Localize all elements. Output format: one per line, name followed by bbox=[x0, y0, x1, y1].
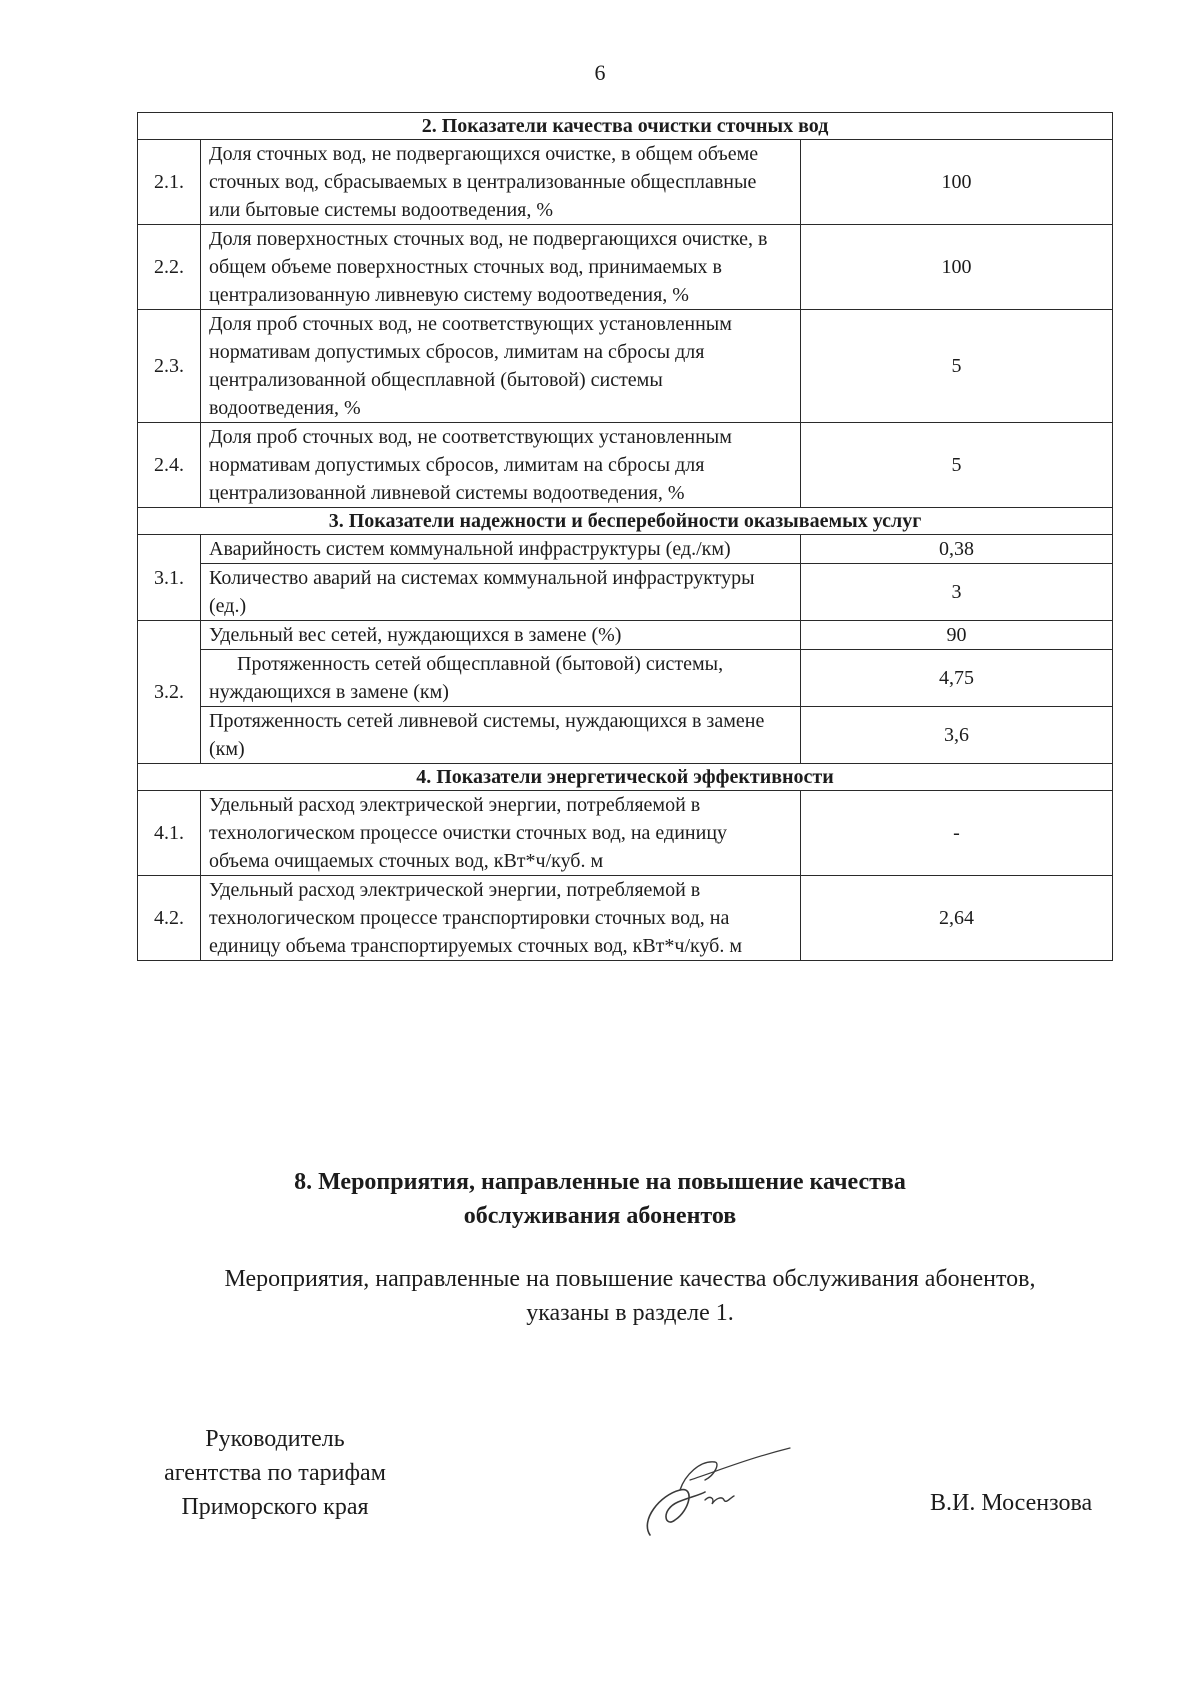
row-number: 4.2. bbox=[138, 876, 201, 961]
section-header-row bbox=[138, 508, 1113, 535]
handwritten-signature bbox=[620, 1440, 800, 1550]
table-row bbox=[138, 621, 1113, 650]
table-row bbox=[138, 310, 1113, 423]
indicator-value: 2,64 bbox=[801, 876, 1113, 961]
indicator-value: 3,6 bbox=[801, 707, 1113, 764]
section-2-title: 2. Показатели качества очистки сточных вод bbox=[138, 113, 1113, 140]
section-header-row bbox=[138, 113, 1113, 140]
row-number: 3.2. bbox=[138, 621, 201, 764]
section-8-heading bbox=[0, 1165, 1200, 1233]
section-8-text-line: Мероприятия, направленные на повышение качества обслуживания абонентов, bbox=[224, 1266, 1036, 1292]
section-8-heading-line: обслуживания абонентов bbox=[463, 1203, 737, 1229]
indicator-value: 5 bbox=[801, 423, 1113, 508]
indicator-value: 5 bbox=[801, 310, 1113, 423]
table-row bbox=[138, 423, 1113, 508]
signatory-name: В.И. Мосензова bbox=[930, 1490, 1093, 1516]
table-row bbox=[138, 225, 1113, 310]
signatory-role-line: агентства по тарифам bbox=[164, 1460, 386, 1486]
row-number: 2.3. bbox=[138, 310, 201, 423]
table-row bbox=[138, 535, 1113, 564]
signatory-role-line: Руководитель bbox=[205, 1426, 345, 1452]
section-4-title: 4. Показатели энергетической эффективности bbox=[138, 764, 1113, 791]
indicator-name: Доля сточных вод, не подвергающихся очистке, в общем объеме сточных вод, сбрасываемых в централизованные общесплавные или бытовые системы водоотведения, % bbox=[201, 140, 801, 225]
indicator-name: Доля проб сточных вод, не соответствующих установленным нормативам допустимых сбросов, лимитам на сбросы для централизованной общесплавной (бытовой) системы водоотведения, % bbox=[201, 310, 801, 423]
indicator-value: 3 bbox=[801, 564, 1113, 621]
indicator-value: 100 bbox=[801, 140, 1113, 225]
table-row bbox=[138, 140, 1113, 225]
table-row bbox=[138, 791, 1113, 876]
indicator-name: Доля поверхностных сточных вод, не подвергающихся очистке, в общем объеме поверхностных сточных вод, принимаемых в централизованную ливневую систему водоотведения, % bbox=[201, 225, 801, 310]
indicator-value: - bbox=[801, 791, 1113, 876]
indicator-name: Удельный расход электрической энергии, потребляемой в технологическом процессе очистки сточных вод, на единицу объема очищаемых сточных вод, кВт*ч/куб. м bbox=[201, 791, 801, 876]
signatory-role-line: Приморского края bbox=[181, 1494, 369, 1520]
indicator-name: Доля проб сточных вод, не соответствующих установленным нормативам допустимых сбросов, лимитам на сбросы для централизованной ливневой системы водоотведения, % bbox=[201, 423, 801, 508]
row-number: 2.4. bbox=[138, 423, 201, 508]
row-number: 3.1. bbox=[138, 535, 201, 621]
row-number: 2.1. bbox=[138, 140, 201, 225]
indicator-name: Удельный расход электрической энергии, потребляемой в технологическом процессе транспортировки сточных вод, на единицу объема транспортируемых сточных вод, кВт*ч/куб. м bbox=[201, 876, 801, 961]
indicator-value: 0,38 bbox=[801, 535, 1113, 564]
table-row bbox=[138, 564, 1113, 621]
section-8-text-line: указаны в разделе 1. bbox=[526, 1300, 734, 1326]
table-row bbox=[138, 876, 1113, 961]
indicator-name: Удельный вес сетей, нуждающихся в замене (%) bbox=[201, 621, 801, 650]
indicator-value: 4,75 bbox=[801, 650, 1113, 707]
indicator-name: Протяженность сетей общесплавной (бытовой) системы, нуждающихся в замене (км) bbox=[201, 650, 801, 707]
signatory-role bbox=[130, 1422, 420, 1524]
section-header-row bbox=[138, 764, 1113, 791]
indicator-name: Протяженность сетей ливневой системы, нуждающихся в замене (км) bbox=[201, 707, 801, 764]
indicator-value: 90 bbox=[801, 621, 1113, 650]
section-8-heading-line: 8. Мероприятия, направленные на повышение качества bbox=[294, 1169, 906, 1195]
indicator-value: 100 bbox=[801, 225, 1113, 310]
row-number: 2.2. bbox=[138, 225, 201, 310]
table-row bbox=[138, 650, 1113, 707]
section-8-text bbox=[140, 1262, 1120, 1330]
table-row bbox=[138, 707, 1113, 764]
section-3-title: 3. Показатели надежности и бесперебойности оказываемых услуг bbox=[138, 508, 1113, 535]
indicator-name: Количество аварий на системах коммунальной инфраструктуры (ед.) bbox=[201, 564, 801, 621]
indicator-name: Аварийность систем коммунальной инфраструктуры (ед./км) bbox=[201, 535, 801, 564]
page-number: 6 bbox=[594, 60, 606, 85]
row-number: 4.1. bbox=[138, 791, 201, 876]
indicators-table bbox=[137, 112, 1113, 961]
